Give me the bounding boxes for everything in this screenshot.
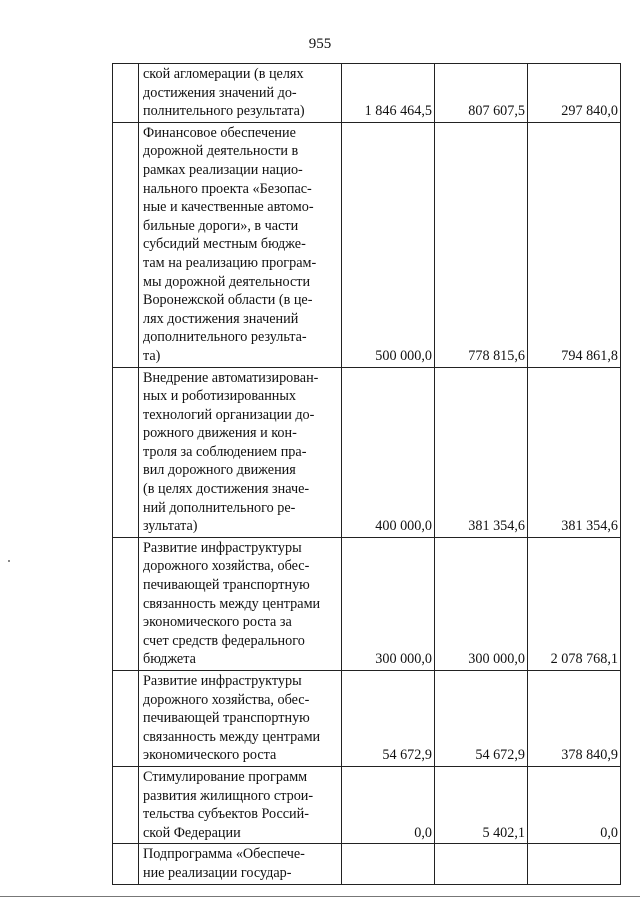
- description-cell: [139, 537, 342, 670]
- value-cell: 300 000,0: [342, 537, 435, 670]
- description-text: ской агломерации (в целях достижения значений до- полнительного результата): [143, 66, 305, 120]
- budget-table: [112, 63, 621, 885]
- table-row: [113, 844, 621, 884]
- description-text: Стимулирование программ развития жилищного строи- тельства субъектов Россий- ской Федерации: [143, 768, 314, 841]
- value-cell: 2 078 768,1: [528, 537, 621, 670]
- description-text: Подпрограмма «Обеспече- ние реализации государ-: [143, 846, 305, 881]
- description-cell: [139, 671, 342, 767]
- value-cell: 0,0: [342, 766, 435, 843]
- value-cell: 5 402,1: [435, 766, 528, 843]
- description-cell: [139, 367, 342, 537]
- table-row: [113, 537, 621, 670]
- value-cell: 54 672,9: [435, 671, 528, 767]
- index-cell: [113, 537, 139, 670]
- value-cell: [435, 844, 528, 884]
- value-cell: 297 840,0: [528, 64, 621, 123]
- table-row: [113, 367, 621, 537]
- description-text: Внедрение автоматизирован- ных и роботизированных технологий организации до- рожного движения и кон- троля за соблюдением пра- вил дорожного движения (в целях достижения значе- ний дополнительного ре- зультата): [143, 369, 319, 535]
- value-cell: 381 354,6: [435, 367, 528, 537]
- value-cell: 378 840,9: [528, 671, 621, 767]
- value-cell: 381 354,6: [528, 367, 621, 537]
- description-cell: [139, 844, 342, 884]
- index-cell: [113, 671, 139, 767]
- index-cell: [113, 766, 139, 843]
- value-cell: 54 672,9: [342, 671, 435, 767]
- scan-speck: [8, 560, 10, 562]
- scan-edge-line: [0, 896, 640, 897]
- description-text: Развитие инфраструктуры дорожного хозяйства, обес- печивающей транспортную связанность между центрами экономического роста: [143, 673, 321, 764]
- value-cell: 778 815,6: [435, 122, 528, 367]
- table-row: [113, 122, 621, 367]
- table-row: [113, 766, 621, 843]
- index-cell: [113, 64, 139, 123]
- value-cell: [528, 844, 621, 884]
- description-cell: [139, 766, 342, 843]
- value-cell: 300 000,0: [435, 537, 528, 670]
- index-cell: [113, 367, 139, 537]
- index-cell: [113, 122, 139, 367]
- value-cell: 1 846 464,5: [342, 64, 435, 123]
- value-cell: 0,0: [528, 766, 621, 843]
- description-text: Развитие инфраструктуры дорожного хозяйства, обес- печивающей транспортную связанность между центрами экономического роста за счет средств федерального бюджета: [143, 539, 321, 668]
- table-row: [113, 64, 621, 123]
- index-cell: [113, 844, 139, 884]
- value-cell: [342, 844, 435, 884]
- description-cell: [139, 122, 342, 367]
- description-cell: [139, 64, 342, 123]
- value-cell: 500 000,0: [342, 122, 435, 367]
- value-cell: 807 607,5: [435, 64, 528, 123]
- table-row: [113, 671, 621, 767]
- page-number: 955: [308, 36, 332, 52]
- value-cell: 794 861,8: [528, 122, 621, 367]
- description-text: Финансовое обеспечение дорожной деятельности в рамках реализации нацио- нального проекта «Безопас- ные и качественные автомо- бильные дороги», в части субсидий местным бюдже- там на реализацию програм- мы дорожной деятельности Воронежской области (в це- лях достижения значений дополнительного результа- та): [143, 124, 317, 364]
- value-cell: 400 000,0: [342, 367, 435, 537]
